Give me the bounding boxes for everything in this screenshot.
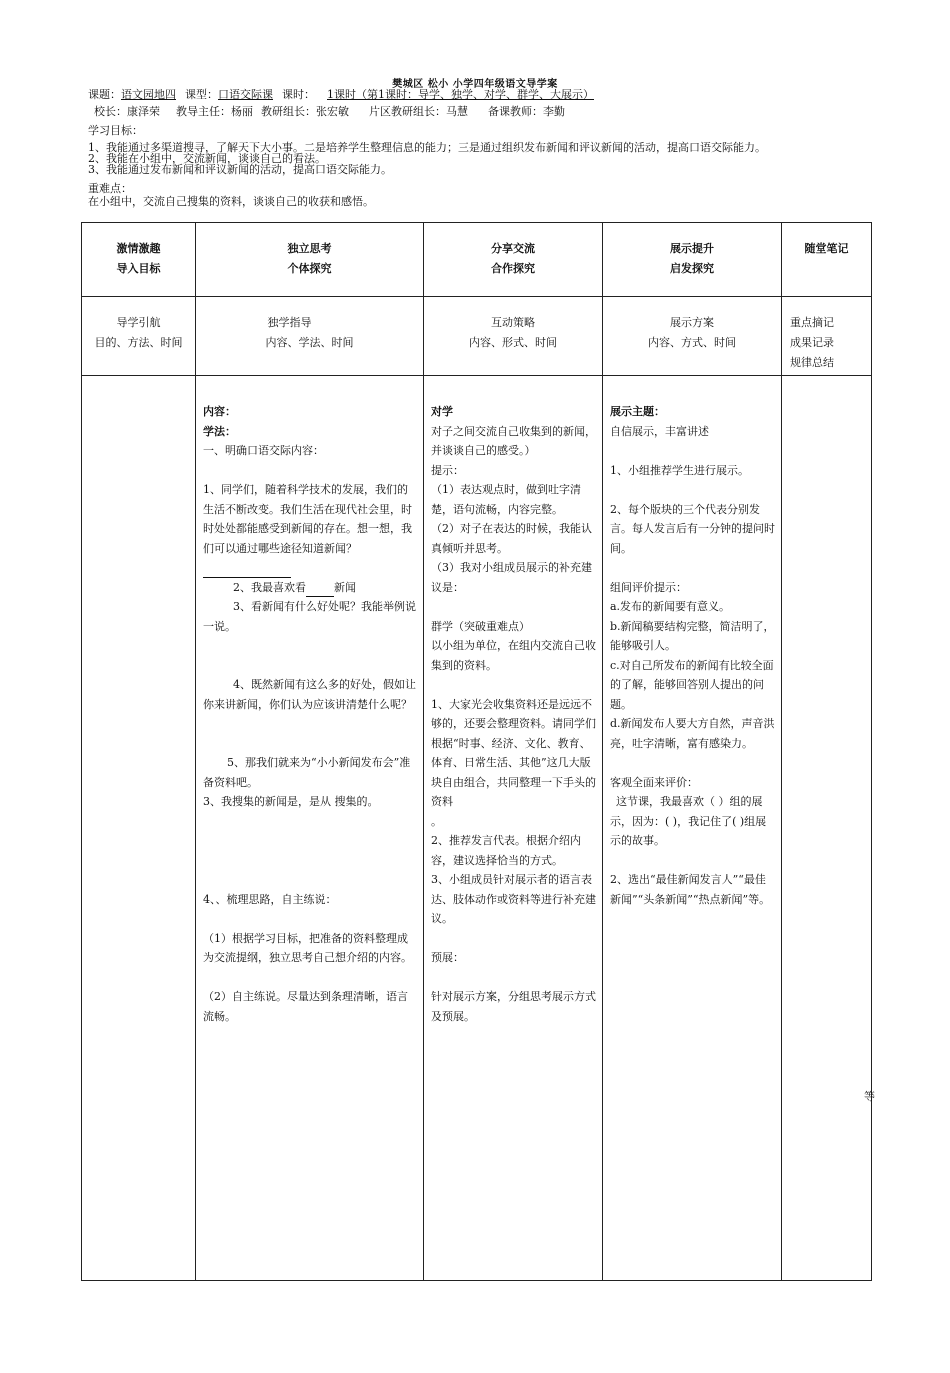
teacher-name: 李勤 [543,105,565,118]
table-subheader-row [82,297,872,376]
step-text: 4、、梳理思路，自主练说： [203,892,337,906]
step-text: 这节课，我最喜欢（ ）组的展示，因为：( )，我记住了( )组展示的故事。 [610,795,767,847]
step-text: a.发布的新闻要有意义。 [610,600,731,613]
pair-study-label: 对学 [431,405,453,418]
lesson-info-line [88,86,594,102]
period-value: 1课时（第1课时：导学、独学、对学、群学、大展示） [327,88,594,101]
principal-name: 康泽荣 [127,105,160,118]
teacher-label: 备课教师： [488,105,543,118]
subheader-text: 展示方案 [670,316,714,329]
body-cell-display [603,376,782,1281]
step-text: 1、大家光会收集资料还是远远不够的，还要会整理资料。请同学们根据“时事、经济、文化、教育、体育、日常生活、其他”这几大版块自由组合，共同整理一下手头的资料 [431,697,596,808]
subheader-cell-interaction [424,297,603,376]
lesson-value: 语文园地四 [121,88,176,101]
step-text: b.新闻稿要结构完整，简洁明了，能够吸引人。 [610,619,775,652]
subheader-cell-guide [82,297,196,376]
step-text: 3、我搜集的新闻是，是从 搜集的。 [203,795,379,808]
header-text: 分享交流 [491,242,535,255]
subheader-cell-notes [782,297,872,376]
subheader-text: 成果记录 [790,336,834,349]
step-text: （1）表达观点时，做到吐字清楚，语句流畅，内容完整。 [431,483,581,516]
group-leader-label: 教研组长： [261,105,316,118]
step-text: 2、选出“最佳新闻发言人”“最佳新闻”“头条新闻”“热点新闻”等。 [610,873,771,906]
step-text: 5、那我们就来为“小小新闻发布会”准备资料吧。 [203,756,411,789]
difficulty-text: 在小组中，交流自己搜集的资料，谈谈自己的收获和感悟。 [88,195,374,208]
goal-item-2: 2、我能在小组中，交流新闻，谈谈自己的看法。 [88,152,326,165]
subheader-text: 内容、学法、时间 [265,336,354,349]
step-text: c.对自己所发布的新闻有比较全面的了解，能够回答别人提出的问题。 [610,658,774,711]
step-text: （3）我对小组成员展示的补充建议是： [431,561,592,594]
type-value: 口语交际课 [218,88,273,101]
subheader-text: 内容、形式、时间 [469,336,557,349]
step-text: 群学（突破重难点） [431,619,530,633]
header-text: 激情激趣 [116,242,161,255]
step-text: （1）根据学习目标，把准备的资料整理成为交流提纲，独立思考自己想介绍的内容。 [203,931,412,964]
subheader-text: 互动策略 [491,316,535,329]
step-text: 。 [431,814,442,828]
step-text: 提示： [431,463,464,477]
step-text: 以小组为单位，在组内交流自己收集到的资料。 [431,639,596,672]
goal-item-3: 3、我能通过发布新闻和评议新闻的活动，提高口语交际能力。 [88,163,392,176]
document-title: 樊城区 松小 小学四年级语文导学案 [392,79,558,90]
table-header-row [82,223,872,297]
header-text: 个体探究 [287,262,332,275]
step-text: 自信展示，丰富讲述 [610,424,709,438]
period-label: 课时： [282,88,315,101]
lesson-plan-table [81,222,872,1281]
lesson-label: 课题： [88,88,121,101]
step-text: 1、同学们，随着科学技术的发展，我们的生活不断改变。我们生活在现代社会里，时时处处都能感受到新闻的存在。想一想，我们可以通过哪些途径知道新闻？ [203,483,412,555]
header-cell-display [603,223,782,297]
subheader-cell-self-study [196,297,424,376]
subheader-text: 目的、方法、时间 [94,336,183,349]
margin-character: 等 [864,1090,875,1103]
goal-item-1: 1、我能通过多渠道搜寻，了解天下大小事。二是培养学生整理信息的能力；三是通过组织发布新闻和评议新闻的活动，提高口语交际能力。 [88,141,766,154]
step-text: d.新闻发布人要大方自然，声音洪亮，吐字清晰，富有感染力。 [610,717,775,750]
step-text: 1、小组推荐学生进行展示。 [610,463,749,477]
header-text: 随堂笔记 [804,242,849,255]
subheader-text: 内容、方式、时间 [648,336,736,349]
content-label: 内容： [203,405,236,418]
display-theme-label: 展示主题： [610,405,665,418]
dean-label: 教导主任： [176,105,231,118]
subheader-text: 导学引航 [116,316,161,329]
type-label: 课型： [185,88,218,101]
principal-label: 校长： [94,105,127,118]
header-cell-independent [196,223,424,297]
step-text: 一、明确口语交际内容： [203,444,324,457]
step-text: 2、推荐发言代表。根据介绍内容，建议选择恰当的方式。 [431,834,581,867]
step-text: 3、小组成员针对展示者的语言表达、肢体动作或资料等进行补充建议。 [431,873,596,925]
step-text: 4、既然新闻有这么多的好处，假如让你来讲新闻，你们认为应该讲清楚什么呢？ [203,678,416,711]
step-text: 对子之间交流自己收集到的新闻，并谈谈自己的感受。） [431,424,596,457]
staff-line [94,103,565,119]
step-text: 2、每个版块的三个代表分别发言。每人发言后有一分钟的提问时间。 [610,502,775,555]
subheader-text: 规律总结 [790,356,834,369]
step-text: 2、我最喜欢看 [233,580,306,594]
district-leader-label: 片区教研组长： [369,105,446,118]
group-leader-name: 张宏敏 [316,105,349,118]
body-cell-intro [82,376,196,1281]
step-text: 针对展示方案，分组思考展示方式及预展。 [431,990,596,1023]
subheader-text: 重点摘记 [790,316,834,329]
method-label: 学法： [203,424,236,438]
difficulty-label: 重难点： [88,182,132,195]
subheader-text: 独学指导 [267,316,312,329]
step-text: （2）自主练说。尽量达到条理清晰，语言流畅。 [203,990,408,1023]
header-text: 展示提升 [670,242,714,255]
body-cell-independent [196,376,424,1281]
header-cell-intro [82,223,196,297]
step-text: 预展： [431,951,464,964]
goals-label: 学习目标： [88,124,143,137]
body-cell-share [424,376,603,1281]
header-cell-notes [782,223,872,297]
header-text: 独立思考 [287,242,332,255]
header-text: 导入目标 [116,262,161,275]
body-cell-notes [782,376,872,1281]
step-text: 组间评价提示： [610,580,687,594]
step-text: 3、看新闻有什么好处呢？我能举例说一说。 [203,600,416,633]
step-text: （2）对子在表达的时候，我能认真倾听并思考。 [431,522,592,555]
header-text: 启发探究 [670,262,714,275]
subheader-cell-plan [603,297,782,376]
answer-blank[interactable] [203,565,291,578]
dean-name: 杨丽 [231,105,253,118]
header-text: 合作探究 [491,262,535,275]
header-cell-share [424,223,603,297]
step-text: 客观全面来评价： [610,775,698,789]
table-body-row [82,376,872,1281]
answer-blank[interactable] [306,584,334,597]
district-leader-name: 马慧 [446,105,468,118]
step-text: 新闻 [334,580,356,594]
